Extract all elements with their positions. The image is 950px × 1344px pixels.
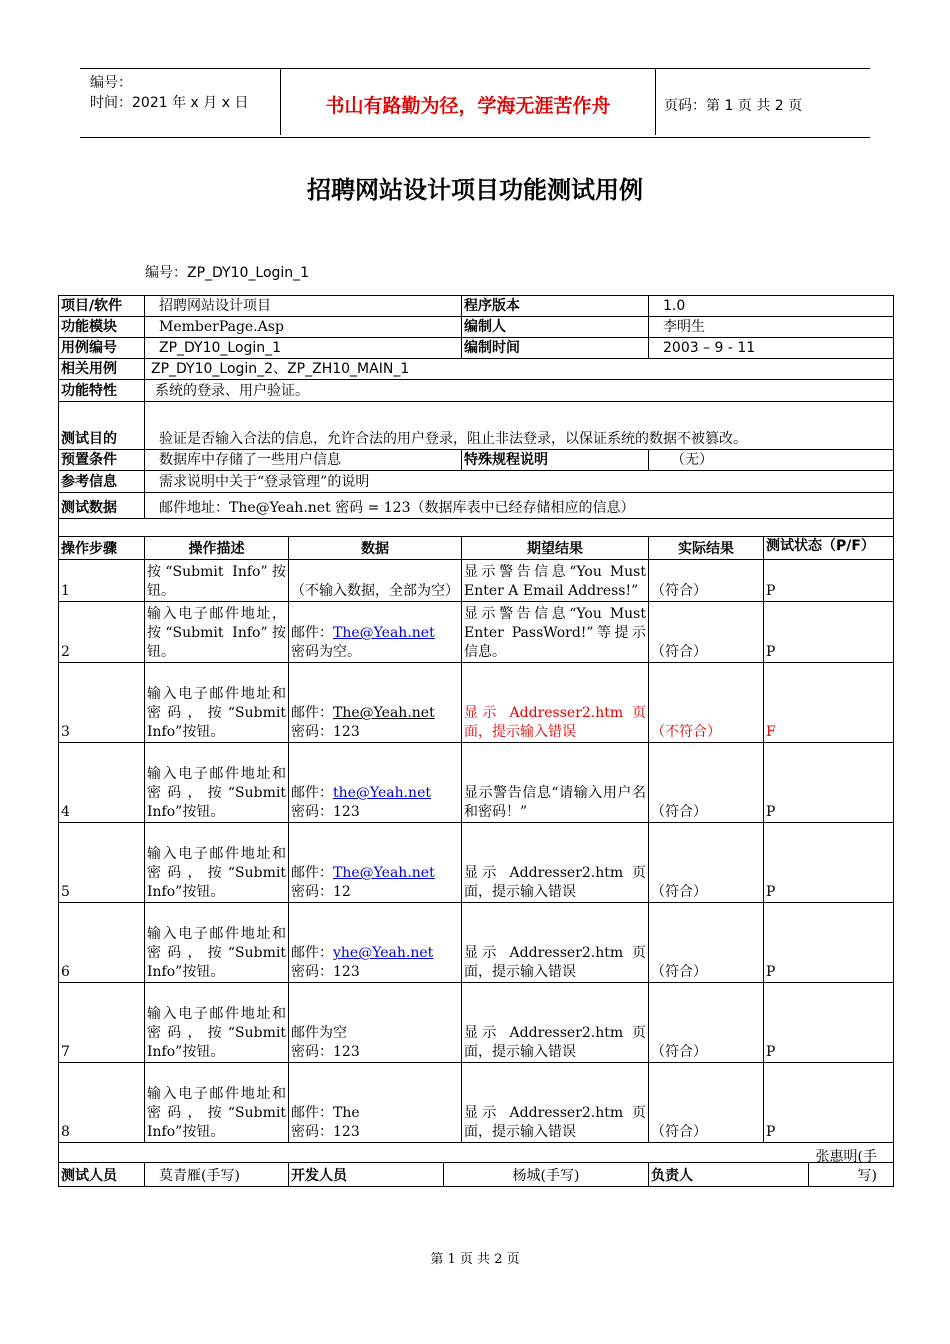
step-expected: 显示 Addresser2.htm 页面，提示输入错误 <box>462 1063 649 1143</box>
step-data-label: 邮件为空 <box>291 1025 347 1041</box>
step-expected: 显示 Addresser2.htm 页面，提示输入错误 <box>462 903 649 983</box>
step-data <box>289 1063 462 1143</box>
step-actual: （不符合） <box>649 663 764 743</box>
reference-value: 需求说明中关于“登录管理”的说明 <box>145 471 894 493</box>
step-desc: 按“Submit Info”按钮。 <box>145 560 289 602</box>
dev-cell <box>289 1163 649 1187</box>
step-data <box>289 743 462 823</box>
email-link[interactable]: The@Yeah.net <box>333 705 435 721</box>
step-expected: 显示警告信息“请输入用户名和密码！” <box>462 743 649 823</box>
step-status: P <box>764 983 894 1063</box>
tester-label: 测试人员 <box>59 1163 145 1187</box>
author-label: 编制人 <box>462 317 649 338</box>
spacer-row <box>59 519 894 537</box>
step-data-label: 邮件：The <box>291 1105 360 1121</box>
table-row <box>59 903 894 983</box>
version-value: 1.0 <box>649 296 894 317</box>
related-label: 相关用例 <box>59 359 145 380</box>
date-label: 编制时间 <box>462 338 649 359</box>
email-link[interactable]: The@Yeah.net <box>333 865 435 881</box>
special-value: （无） <box>649 450 894 471</box>
dev-label: 开发人员 <box>289 1163 444 1186</box>
special-label: 特殊规程说明 <box>462 450 649 471</box>
step-data-label: 邮件： <box>291 785 333 801</box>
step-desc: 输入电子邮件地址，按“Submit Info”按钮。 <box>145 602 289 663</box>
step-actual: （符合） <box>649 602 764 663</box>
step-status: P <box>764 560 894 602</box>
header-page-number: 页码：第 1 页 共 2 页 <box>664 98 803 114</box>
step-data-label: 邮件： <box>291 945 333 961</box>
step-data-password: 密码：123 <box>291 724 360 740</box>
step-actual: （符合） <box>649 903 764 983</box>
table-row <box>59 602 894 663</box>
info-row-feature <box>59 380 894 402</box>
step-data <box>289 602 462 663</box>
project-value: 招聘网站设计项目 <box>145 296 462 317</box>
step-expected: 显示 Addresser2.htm 页面，提示输入错误 <box>462 823 649 903</box>
step-desc: 输入电子邮件地址和密码，按“Submit Info”按钮。 <box>145 823 289 903</box>
step-status: P <box>764 743 894 823</box>
col-data: 数据 <box>289 537 462 560</box>
step-data-password: 密码为空。 <box>291 644 361 660</box>
step-data <box>289 903 462 983</box>
header-motto: 书山有路勤为径，学海无涯苦作舟 <box>325 95 611 117</box>
step-data-line: （不输入数据，全部为空） <box>291 583 459 599</box>
step-expected: 显示 Addresser2.htm 页面，提示输入错误 <box>462 983 649 1063</box>
col-expected: 期望结果 <box>462 537 649 560</box>
table-row <box>59 743 894 823</box>
table-row <box>59 560 894 602</box>
version-label: 程序版本 <box>462 296 649 317</box>
testdata-label: 测试数据 <box>59 493 145 519</box>
document-number: 编号：ZP_DY10_Login_1 <box>145 265 310 281</box>
step-data-label: 邮件： <box>291 865 333 881</box>
owner-value: 张惠明(手写) <box>815 1149 878 1184</box>
step-data <box>289 823 462 903</box>
header-left <box>90 73 248 113</box>
step-no: 8 <box>59 1063 145 1143</box>
col-step: 操作步骤 <box>59 537 145 560</box>
table-row <box>59 1063 894 1143</box>
step-data-label: 邮件： <box>291 625 333 641</box>
step-no: 2 <box>59 602 145 663</box>
dev-value: 杨城(手写) <box>512 1168 580 1184</box>
step-actual: （符合） <box>649 560 764 602</box>
purpose-label: 测试目的 <box>59 402 145 450</box>
date-value: 2003 – 9 - 11 <box>649 338 894 359</box>
case-no-value: ZP_DY10_Login_1 <box>145 338 462 359</box>
signoff-row <box>59 1163 894 1187</box>
step-data-password: 密码：123 <box>291 1124 360 1140</box>
step-no: 3 <box>59 663 145 743</box>
table-row <box>59 823 894 903</box>
precondition-value: 数据库中存储了一些用户信息 <box>145 450 462 471</box>
step-status: P <box>764 602 894 663</box>
step-desc: 输入电子邮件地址和密码，按“Submit Info”按钮。 <box>145 983 289 1063</box>
info-row-project <box>59 296 894 317</box>
header-time: 时间：2021 年 x 月 x 日 <box>90 95 249 111</box>
step-status: F <box>764 663 894 743</box>
info-row-module <box>59 317 894 338</box>
info-row-reference <box>59 471 894 493</box>
info-row-testdata <box>59 493 894 519</box>
step-data-password: 密码：123 <box>291 804 360 820</box>
related-value: ZP_DY10_Login_2、ZP_ZH10_MAIN_1 <box>145 359 894 380</box>
step-data <box>289 983 462 1063</box>
step-actual: （符合） <box>649 823 764 903</box>
info-row-case-no <box>59 338 894 359</box>
step-data <box>289 560 462 602</box>
header-number: 编号： <box>90 75 132 91</box>
steps-header-row <box>59 537 894 560</box>
feature-value: 系统的登录、用户验证。 <box>145 380 894 402</box>
project-label: 项目/软件 <box>59 296 145 317</box>
step-expected: 显示警告信息“You Must Enter A Email Address!” <box>462 560 649 602</box>
header-motto-box <box>280 69 656 135</box>
author-value: 李明生 <box>649 317 894 338</box>
step-desc: 输入电子邮件地址和密码，按“Submit Info”按钮。 <box>145 903 289 983</box>
owner-label: 负责人 <box>649 1163 809 1186</box>
case-no-label: 用例编号 <box>59 338 145 359</box>
step-actual: （符合） <box>649 1063 764 1143</box>
module-label: 功能模块 <box>59 317 145 338</box>
step-data-password: 密码：12 <box>291 884 351 900</box>
step-data-password: 密码：123 <box>291 1044 360 1060</box>
email-link[interactable]: yhe@Yeah.net <box>333 945 434 961</box>
module-value: MemberPage.Asp <box>145 317 462 338</box>
step-status: P <box>764 823 894 903</box>
step-data-password: 密码：123 <box>291 964 360 980</box>
step-no: 5 <box>59 823 145 903</box>
reference-label: 参考信息 <box>59 471 145 493</box>
info-row-precondition <box>59 450 894 471</box>
step-data <box>289 663 462 743</box>
col-desc: 操作描述 <box>145 537 289 560</box>
precondition-label: 预置条件 <box>59 450 145 471</box>
col-actual: 实际结果 <box>649 537 764 560</box>
email-link[interactable]: the@Yeah.net <box>333 785 431 801</box>
col-status: 测试状态（P/F） <box>764 537 894 560</box>
tester-value: 莫青雁(手写) <box>145 1163 289 1187</box>
step-no: 7 <box>59 983 145 1063</box>
step-actual: （符合） <box>649 743 764 823</box>
info-row-purpose <box>59 402 894 450</box>
testdata-value: 邮件地址：The@Yeah.net 密码 = 123（数据库表中已经存储相应的信息） <box>145 493 894 519</box>
step-actual: （符合） <box>649 983 764 1063</box>
step-expected: 显示 Addresser2.htm 页面，提示输入错误 <box>462 663 649 743</box>
step-status: P <box>764 1063 894 1143</box>
feature-label: 功能特性 <box>59 380 145 402</box>
step-no: 6 <box>59 903 145 983</box>
page-footer: 第 1 页 共 2 页 <box>430 1252 520 1267</box>
spacer-row <box>59 1143 894 1163</box>
step-data-label: 邮件： <box>291 705 333 721</box>
step-desc: 输入电子邮件地址和密码，按“Submit Info”按钮。 <box>145 743 289 823</box>
step-expected: 显示警告信息“You Must Enter PassWord!”等提示信息。 <box>462 602 649 663</box>
table-row <box>59 983 894 1063</box>
step-status: P <box>764 903 894 983</box>
owner-cell <box>649 1149 894 1187</box>
info-row-related <box>59 359 894 380</box>
table-row <box>59 663 894 743</box>
test-case-table <box>58 295 894 1187</box>
purpose-value: 验证是否输入合法的信息，允许合法的用户登录，阻止非法登录，以保证系统的数据不被篡改。 <box>145 402 894 450</box>
step-desc: 输入电子邮件地址和密码，按“Submit Info”按钮。 <box>145 1063 289 1143</box>
document-title: 招聘网站设计项目功能测试用例 <box>307 176 643 204</box>
step-no: 1 <box>59 560 145 602</box>
page-header <box>80 68 870 138</box>
step-no: 4 <box>59 743 145 823</box>
email-link[interactable]: The@Yeah.net <box>333 625 435 641</box>
step-desc: 输入电子邮件地址和密码，按“Submit Info”按钮。 <box>145 663 289 743</box>
